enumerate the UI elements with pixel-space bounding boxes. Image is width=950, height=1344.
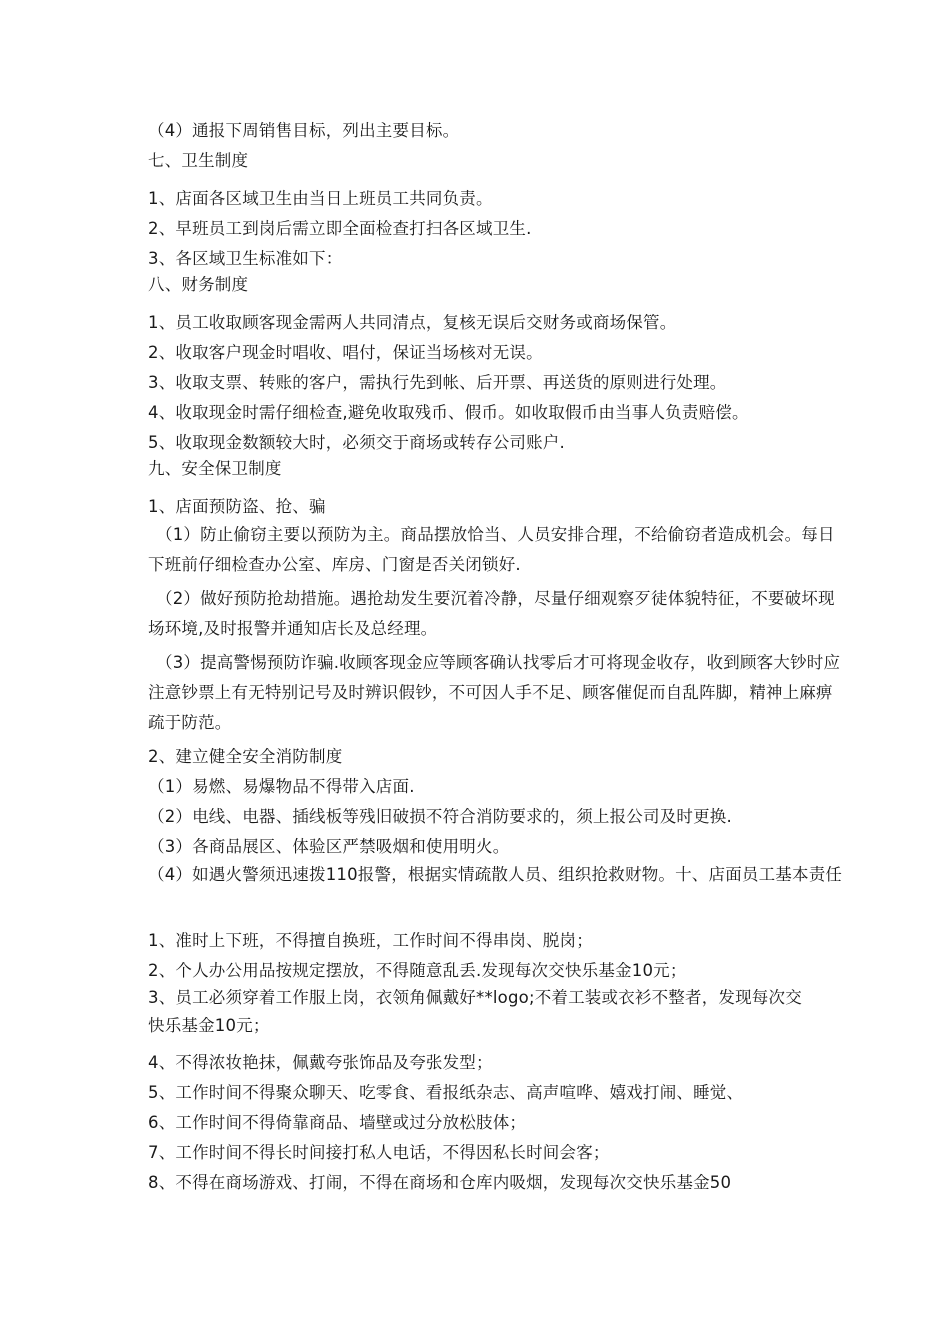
- text-line: （1）易燃、易爆物品不得带入店面.: [148, 777, 415, 796]
- text-line: （2）电线、电器、插线板等残旧破损不符合消防要求的，须上报公司及时更换.: [148, 807, 732, 826]
- text-line: 1、店面预防盗、抢、骗: [148, 497, 326, 516]
- paragraph: （4）如遇火警须迅速拨110报警，根据实情疏散人员、组织抢救财物。十、店面员工基本责任: [148, 865, 843, 884]
- paragraph: 3、员工必须穿着工作服上岗，衣领角佩戴好**logo;不着工装或衣衫不整者，发现每次交快乐基金10元；: [148, 988, 802, 1035]
- text-line: 1、准时上下班，不得擅自换班，工作时间不得串岗、脱岗；: [148, 931, 593, 950]
- text-line: 7、工作时间不得长时间接打私人电话，不得因私长时间会客；: [148, 1143, 610, 1162]
- section-heading: 八、财务制度: [148, 275, 249, 294]
- text-line: （3）各商品展区、体验区严禁吸烟和使用明火。: [148, 837, 510, 856]
- paragraph: （2）做好预防抢劫措施。遇抢劫发生要沉着冷静，尽量仔细观察歹徒体貌特征，不要破坏现场环境,及时报警并通知店长及总经理。: [148, 589, 835, 638]
- text-line: 2、建立健全安全消防制度: [148, 747, 343, 766]
- text-line: 4、收取现金时需仔细检查,避免收取残币、假币。如收取假币由当事人负责赔偿。: [148, 403, 749, 422]
- text-line: 1、店面各区域卫生由当日上班员工共同负责。: [148, 189, 493, 208]
- text-line: 2、收取客户现金时唱收、唱付，保证当场核对无误。: [148, 343, 543, 362]
- paragraph: （3）提高警惕预防诈骗.收顾客现金应等顾客确认找零后才可将现金收存，收到顾客大钞时应注意钞票上有无特别记号及时辨识假钞，不可因人手不足、顾客催促而自乱阵脚，精神上麻痹疏于防范。: [148, 653, 841, 732]
- text-line: 3、收取支票、转账的客户，需执行先到帐、后开票、再送货的原则进行处理。: [148, 373, 727, 392]
- paragraph: （1）防止偷窃主要以预防为主。商品摆放恰当、人员安排合理，不给偷窃者造成机会。每日下班前仔细检查办公室、库房、门窗是否关闭锁好.: [148, 525, 835, 574]
- text-line: 8、不得在商场游戏、打闹，不得在商场和仓库内吸烟，发现每次交快乐基金50: [148, 1173, 732, 1192]
- section-heading: 九、安全保卫制度: [148, 459, 282, 478]
- text-line: 2、早班员工到岗后需立即全面检查打扫各区域卫生.: [148, 219, 532, 238]
- text-line: （4）通报下周销售目标，列出主要目标。: [148, 121, 460, 140]
- text-line: 5、收取现金数额较大时，必须交于商场或转存公司账户.: [148, 433, 565, 452]
- text-line: 3、各区域卫生标准如下：: [148, 249, 343, 268]
- text-line: 2、个人办公用品按规定摆放，不得随意乱丢.发现每次交快乐基金10元；: [148, 961, 687, 980]
- text-line: 6、工作时间不得倚靠商品、墙壁或过分放松肢体；: [148, 1113, 527, 1132]
- text-line: 5、工作时间不得聚众聊天、吃零食、看报纸杂志、高声喧哗、嬉戏打闹、睡觉、: [148, 1083, 744, 1102]
- text-line: 1、员工收取顾客现金需两人共同清点，复核无误后交财务或商场保管。: [148, 313, 677, 332]
- section-heading: 七、卫生制度: [148, 151, 249, 170]
- text-line: 4、不得浓妆艳抹，佩戴夸张饰品及夸张发型；: [148, 1053, 493, 1072]
